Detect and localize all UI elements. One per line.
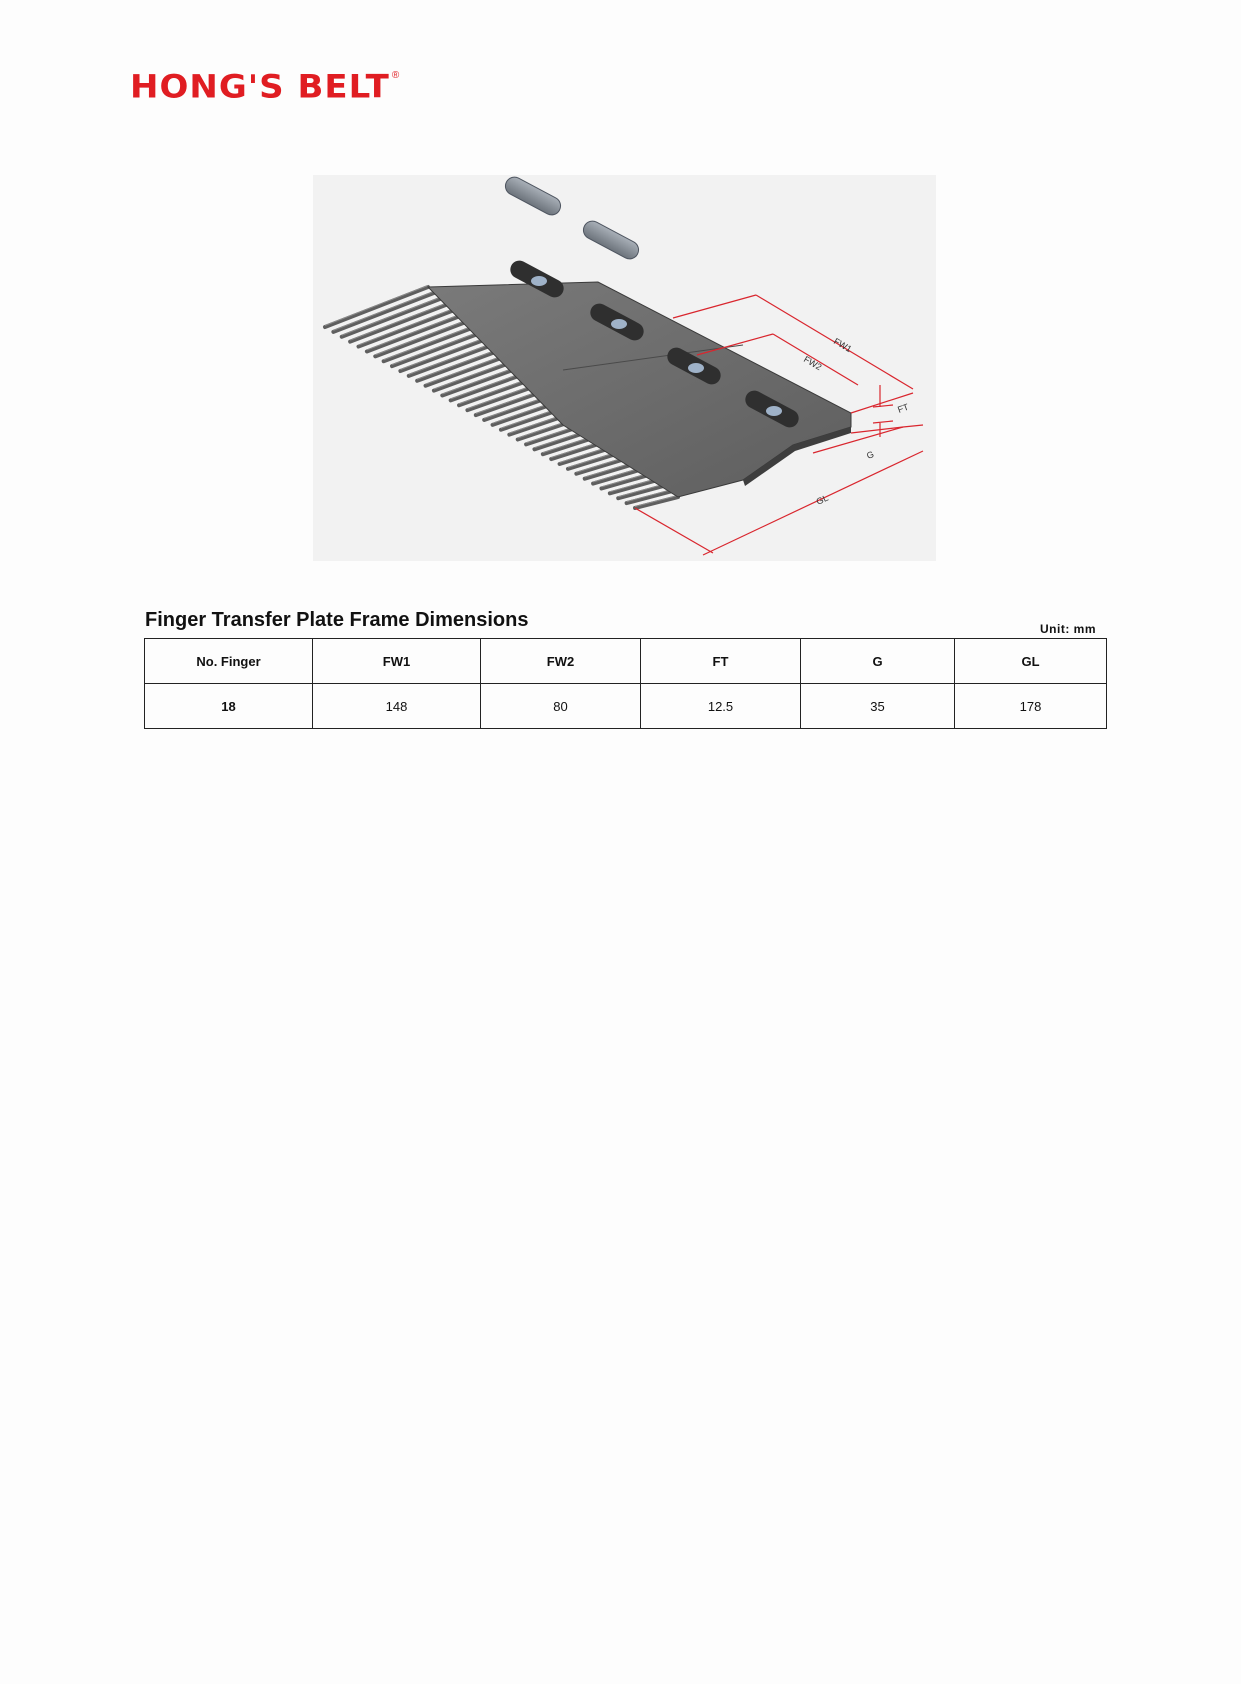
header-gl: GL	[955, 639, 1107, 684]
table-row	[145, 684, 1107, 729]
label-fw2: FW2	[802, 354, 824, 373]
cell-no-finger: 18	[145, 684, 313, 729]
header-fw1: FW1	[313, 639, 481, 684]
product-illustration	[313, 175, 936, 561]
brand-name: HONG'S BELT	[130, 68, 390, 106]
cell-gl: 178	[955, 684, 1107, 729]
header-g: G	[801, 639, 955, 684]
cell-ft: 12.5	[641, 684, 801, 729]
header-no-finger: No. Finger	[145, 639, 313, 684]
header-fw2: FW2	[481, 639, 641, 684]
header-ft: FT	[641, 639, 801, 684]
section-title: Finger Transfer Plate Frame Dimensions	[145, 609, 529, 631]
label-fw1: FW1	[832, 336, 854, 355]
cell-fw2: 80	[481, 684, 641, 729]
label-ft: FT	[896, 401, 911, 415]
key-top-left	[502, 175, 563, 218]
key-top-right	[580, 218, 641, 262]
plate-drawing	[313, 175, 936, 561]
unit-label: Unit: mm	[1040, 622, 1096, 636]
table-header-row	[145, 639, 1107, 684]
label-g: G	[865, 449, 876, 461]
cell-fw1: 148	[313, 684, 481, 729]
dimensions-table	[144, 638, 1107, 729]
label-gl: GL	[814, 492, 830, 507]
cell-g: 35	[801, 684, 955, 729]
brand-logo	[130, 68, 399, 108]
registered-mark: ®	[391, 70, 400, 81]
